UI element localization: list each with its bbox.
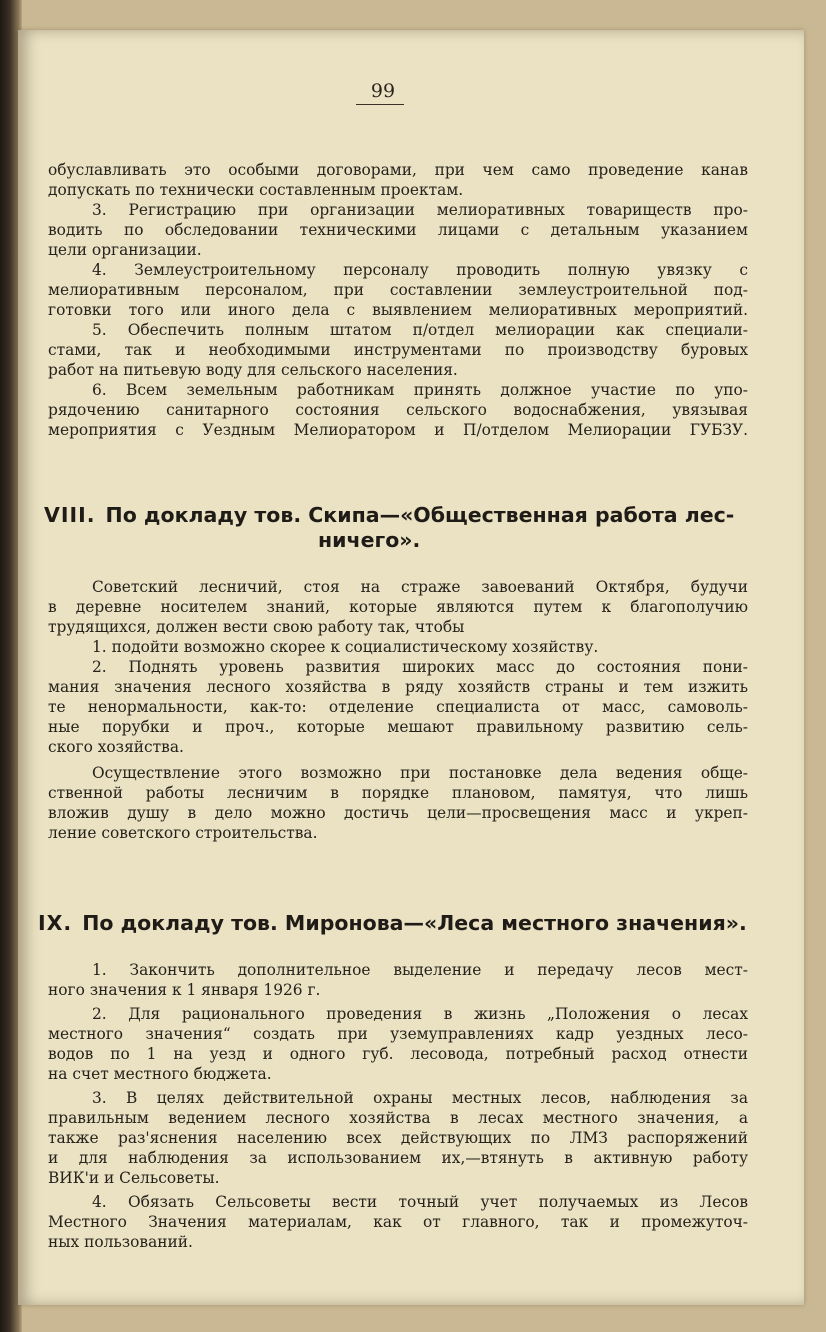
text-line: готовки того или иного дела с выявлением мелиоративных мероприятий. bbox=[48, 301, 748, 319]
text-line: 6. Всем земельным работникам принять должное участие по упо- bbox=[92, 381, 748, 399]
section-heading-9 bbox=[38, 910, 747, 936]
text-line: ные порубки и проч., которые мешают правильному развитию сель- bbox=[48, 718, 748, 736]
heading-title: По докладу тов. Скипа—«Общественная работа лес- bbox=[105, 503, 735, 527]
text-line: ственной работы лесничим в порядке плановом, памятуя, что лишь bbox=[48, 784, 748, 802]
text-line: 3. Регистрацию при организации мелиоративных товариществ про- bbox=[92, 201, 748, 219]
text-line: цели организации. bbox=[48, 241, 202, 259]
text-line: правильным ведением лесного хозяйства в лесах местного значения, а bbox=[48, 1109, 748, 1127]
text-line: ление советского строительства. bbox=[48, 824, 318, 842]
section-1-text bbox=[48, 160, 748, 440]
text-line: вложив душу в дело можно достичь цели—просвещения масс и укреп- bbox=[48, 804, 748, 822]
text-line: допускать по технически составленным проектам. bbox=[48, 181, 464, 199]
heading-numeral: IX. bbox=[38, 911, 73, 935]
text-line: обуславливать это особыми договорами, при чем само проведение канав bbox=[48, 161, 748, 179]
text-line: водов по 1 на уезд и одного губ. лесовода, потребный расход отнести bbox=[48, 1045, 748, 1063]
text-line: ского хозяйства. bbox=[48, 738, 184, 756]
page-number-rule bbox=[356, 104, 404, 105]
text-line: стами, так и необходимыми инструментами по производству буровых bbox=[48, 341, 748, 359]
text-line: и для наблюдения за использованием их,—втянуть в активную работу bbox=[48, 1149, 748, 1167]
text-line: Местного Значения материалам, как от главного, так и промежуточ- bbox=[48, 1213, 748, 1231]
section-heading-8-continued: ничего». bbox=[318, 528, 421, 552]
text-line: мероприятия с Уездным Мелиоратором и П/отделом Мелиорации ГУБЗУ. bbox=[48, 421, 748, 439]
text-line: Осуществление этого возможно при постановке дела ведения обще- bbox=[92, 764, 748, 782]
text-line: 3. В целях действительной охраны местных лесов, наблюдения за bbox=[92, 1089, 748, 1107]
text-line: 1. подойти возможно скорее к социалистическому хозяйству. bbox=[92, 638, 599, 656]
text-line: 5. Обеспечить полным штатом п/отдел мелиорации как специали- bbox=[92, 321, 748, 339]
text-line: работ на питьевую воду для сельского населения. bbox=[48, 361, 458, 379]
text-line: ных пользований. bbox=[48, 1233, 193, 1251]
text-line: 4. Обязать Сельсоветы вести точный учет получаемых из Лесов bbox=[92, 1193, 748, 1211]
text-line: водить по обследовании техническими лицами с детальным указанием bbox=[48, 221, 748, 239]
page-number: 99 bbox=[370, 80, 396, 102]
text-line: местного значения“ создать при уземуправлениях кадр уездных лесо- bbox=[48, 1025, 748, 1043]
text-line: 4. Землеустроительному персоналу проводить полную увязку с bbox=[92, 261, 748, 279]
text-line: 2. Поднять уровень развития широких масс до состояния пони- bbox=[92, 658, 748, 676]
text-line: 1. Закончить дополнительное выделение и передачу лесов мест- bbox=[92, 961, 748, 979]
section-2-text bbox=[48, 577, 748, 843]
text-line: ного значения к 1 января 1926 г. bbox=[48, 981, 321, 999]
document-page bbox=[18, 30, 804, 1305]
text-line: также раз'яснения населению всех действующих по ЛМЗ распоряжений bbox=[48, 1129, 748, 1147]
heading-numeral: VIII. bbox=[44, 503, 96, 527]
text-line: ВИК'и и Сельсоветы. bbox=[48, 1169, 220, 1187]
text-line: на счет местного бюджета. bbox=[48, 1065, 272, 1083]
text-line: 2. Для рационального проведения в жизнь „Положения о лесах bbox=[92, 1005, 748, 1023]
text-line: те ненормальности, как-то: отделение специалиста от масс, самоволь- bbox=[48, 698, 748, 716]
section-heading-8 bbox=[44, 502, 744, 528]
text-line: мелиоративным персоналом, при составлении землеустроительной под- bbox=[48, 281, 748, 299]
text-line: в деревне носителем знаний, которые являются путем к благополучию bbox=[48, 598, 748, 616]
heading-title: По докладу тов. Миронова—«Леса местного значения». bbox=[82, 911, 747, 935]
text-line: Советский лесничий, стоя на страже завоеваний Октября, будучи bbox=[92, 578, 748, 596]
text-line: рядочению санитарного состояния сельского водоснабжения, увязывая bbox=[48, 401, 748, 419]
section-3-text bbox=[48, 960, 748, 1252]
text-line: трудящихся, должен вести свою работу так, чтобы bbox=[48, 618, 465, 636]
text-line: мания значения лесного хозяйства в ряду хозяйств страны и тем изжить bbox=[48, 678, 748, 696]
